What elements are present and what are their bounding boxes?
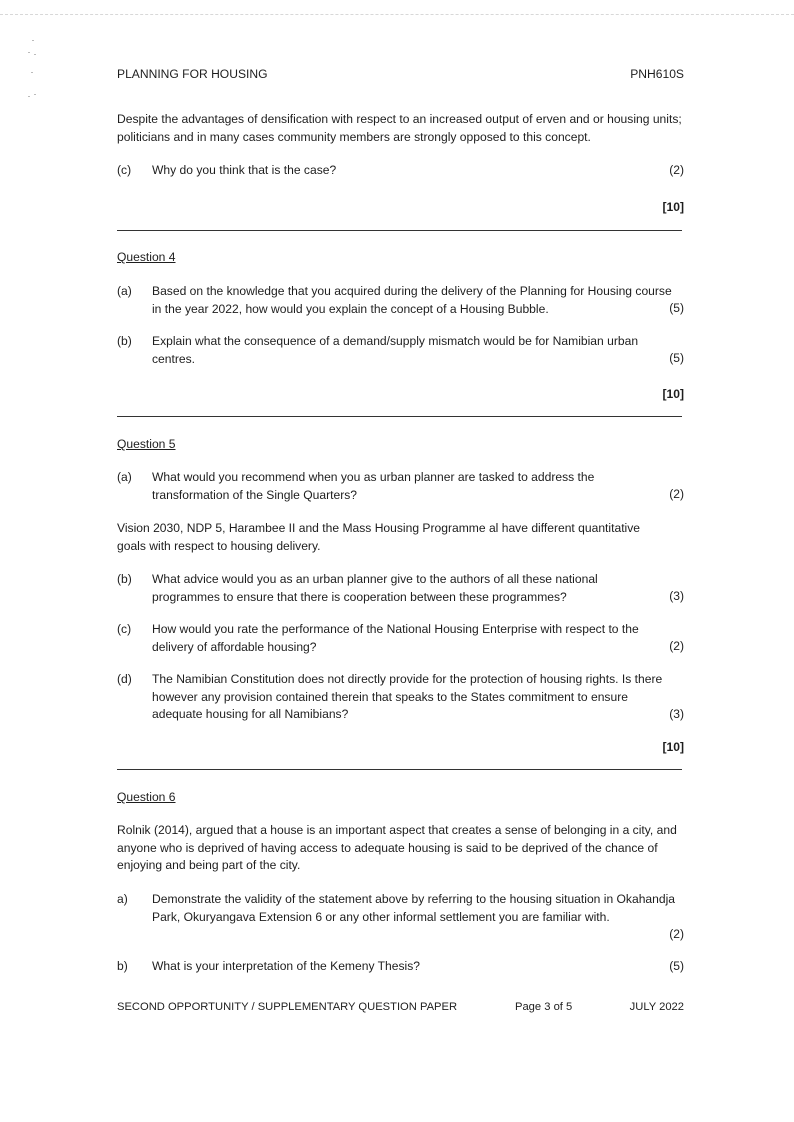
part-label: (b) — [117, 572, 132, 586]
part-text: What advice would you as an urban planner give to the authors of all these national programmes to ensure that there is cooperation between these programmes? — [152, 572, 598, 604]
part-text: Demonstrate the validity of the statement above by referring to the housing situation in Okahandja Park, Okuryangava Extension 6 or any other informal settlement you are familiar with. — [152, 892, 676, 924]
part-marks: (2) — [669, 163, 684, 177]
q5-total: [10] — [662, 740, 684, 754]
course-code: PNH610S — [630, 67, 684, 81]
footer-page-number: Page 3 of 5 — [515, 1001, 573, 1013]
part-marks: (2) — [669, 639, 684, 653]
q4-title: Question 4 — [117, 250, 176, 264]
part-marks: (3) — [669, 589, 684, 603]
footer-date: JULY 2022 — [629, 1001, 684, 1013]
part-label: (a) — [117, 284, 132, 298]
part-label: b) — [117, 959, 128, 973]
part-label: (b) — [117, 334, 132, 348]
part-label: a) — [117, 892, 128, 906]
divider — [117, 230, 682, 231]
part-text: How would you rate the performance of the National Housing Enterprise with respect to the delivery of affordable housing? — [152, 622, 639, 654]
part-marks: (5) — [669, 351, 684, 365]
divider — [117, 416, 682, 417]
footer-paper: SECOND OPPORTUNITY / SUPPLEMENTARY QUESTION PAPER — [117, 1001, 458, 1013]
part-text: Explain what the consequence of a demand/supply mismatch would be for Namibian urban centres. — [152, 334, 639, 366]
scan-specks — [28, 40, 38, 110]
q6-intro: Rolnik (2014), argued that a house is an important aspect that creates a sense of belonging in a city, and anyone who is deprived of having access to adequate housing is said to be deprived of the chance of enjoying and being part of the city. — [117, 823, 677, 872]
part-label: (d) — [117, 672, 132, 686]
part-text: What is your interpretation of the Kemeny Thesis? — [152, 959, 420, 973]
part-text: Based on the knowledge that you acquired during the delivery of the Planning for Housing course in the year 2022, how would you explain the concept of a Housing Bubble. — [152, 284, 672, 316]
course-title: PLANNING FOR HOUSING — [117, 67, 268, 81]
part-marks: (2) — [669, 927, 684, 941]
part-label: (c) — [117, 163, 132, 177]
part-marks: (5) — [669, 301, 684, 315]
part-marks: (2) — [669, 487, 684, 501]
part-text: The Namibian Constitution does not directly provide for the protection of housing rights. Is there however any provision contained therein that speaks to the States commitment to ensure adequate housing for all Namibians? — [152, 672, 663, 721]
q3-intro: Despite the advantages of densification with respect to an increased output of erven and or housing units; politicians and in many cases community members are strongly opposed to this concept. — [117, 112, 682, 144]
q3-total: [10] — [662, 200, 684, 214]
q6-title: Question 6 — [117, 790, 176, 804]
part-label: (a) — [117, 470, 132, 484]
part-marks: (5) — [669, 959, 684, 973]
part-text: What would you recommend when you as urban planner are tasked to address the transformation of the Single Quarters? — [152, 470, 595, 502]
part-text: Why do you think that is the case? — [152, 163, 337, 177]
divider — [117, 769, 682, 770]
part-marks: (3) — [669, 707, 684, 721]
scan-edge-line — [0, 14, 794, 15]
part-label: (c) — [117, 622, 132, 636]
q4-total: [10] — [662, 387, 684, 401]
q5-title: Question 5 — [117, 437, 176, 451]
q5-intro: Vision 2030, NDP 5, Harambee II and the Mass Housing Programme al have different quantitative goals with respect to housing delivery. — [117, 521, 641, 553]
